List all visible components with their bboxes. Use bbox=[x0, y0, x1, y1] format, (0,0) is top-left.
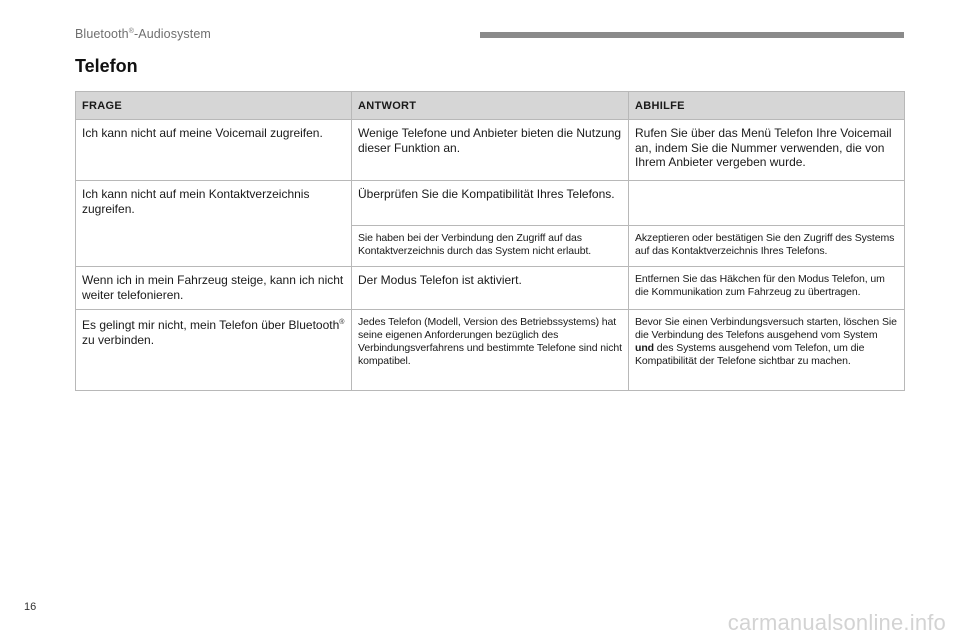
abhilfe-cell: Entfernen Sie das Häkchen für den Modus Telefon, um die Kommunikation zum Fahrzeug zu übertragen. bbox=[629, 267, 905, 310]
abhilfe-cell bbox=[629, 181, 905, 226]
running-head bbox=[75, 27, 211, 41]
abhilfe-cell bbox=[629, 310, 905, 391]
table-row bbox=[76, 120, 905, 181]
antwort-cell: Wenige Telefone und Anbieter bieten die Nutzung dieser Funktion an. bbox=[352, 120, 629, 181]
frage-text-end: zu verbinden. bbox=[82, 332, 155, 347]
table-row bbox=[76, 310, 905, 391]
abhilfe-emphasis: und bbox=[635, 342, 654, 354]
registered-mark: ® bbox=[128, 28, 134, 35]
antwort-cell: Der Modus Telefon ist aktiviert. bbox=[352, 267, 629, 310]
abhilfe-cell: Akzeptieren oder bestätigen Sie den Zugriff des Systems auf das Kontaktverzeichnis Ihres Telefons. bbox=[629, 226, 905, 267]
header-rule bbox=[480, 32, 904, 38]
table-row bbox=[76, 181, 905, 226]
frage-cell: Wenn ich in mein Fahrzeug steige, kann ich nicht weiter telefonieren. bbox=[76, 267, 352, 310]
registered-mark: ® bbox=[339, 319, 345, 326]
page-title: Telefon bbox=[75, 56, 138, 76]
frage-cell: Ich kann nicht auf meine Voicemail zugreifen. bbox=[76, 120, 352, 181]
frage-cell bbox=[76, 310, 352, 391]
table-header-row bbox=[76, 92, 905, 120]
frage-text: Es gelingt mir nicht, mein Telefon über Bluetooth bbox=[82, 318, 340, 332]
column-header-frage: FRAGE bbox=[76, 92, 352, 120]
page-number: 16 bbox=[24, 601, 37, 613]
column-header-abhilfe: ABHILFE bbox=[629, 92, 905, 120]
faq-table bbox=[75, 91, 905, 391]
abhilfe-text-end: des Systems ausgehend vom Telefon, um die Kompatibilität der Telefone sichtbar zu machen. bbox=[635, 342, 865, 367]
abhilfe-cell: Rufen Sie über das Menü Telefon Ihre Voicemail an, indem Sie die Nummer verwenden, die von Ihrem Anbieter vergeben wurde. bbox=[629, 120, 905, 181]
running-head-suffix: -Audiosystem bbox=[134, 27, 211, 41]
watermark: carmanualsonline.info bbox=[727, 610, 946, 635]
running-head-text: Bluetooth bbox=[75, 27, 129, 41]
antwort-cell: Jedes Telefon (Modell, Version des Betriebssystems) hat seine eigenen Anforderungen bezüglich des Verbindungsverfahrens und bestimmte Telefone sind nicht kompatibel. bbox=[352, 310, 629, 391]
antwort-cell: Sie haben bei der Verbindung den Zugriff auf das Kontaktverzeichnis durch das System nicht erlaubt. bbox=[352, 226, 629, 267]
abhilfe-text: Bevor Sie einen Verbindungsversuch starten, löschen Sie die Verbindung des Telefons ausgehend vom System bbox=[635, 316, 897, 341]
antwort-cell: Überprüfen Sie die Kompatibilität Ihres Telefons. bbox=[352, 181, 629, 226]
table-row bbox=[76, 267, 905, 310]
frage-cell: Ich kann nicht auf mein Kontaktverzeichnis zugreifen. bbox=[76, 181, 352, 267]
column-header-antwort: ANTWORT bbox=[352, 92, 629, 120]
